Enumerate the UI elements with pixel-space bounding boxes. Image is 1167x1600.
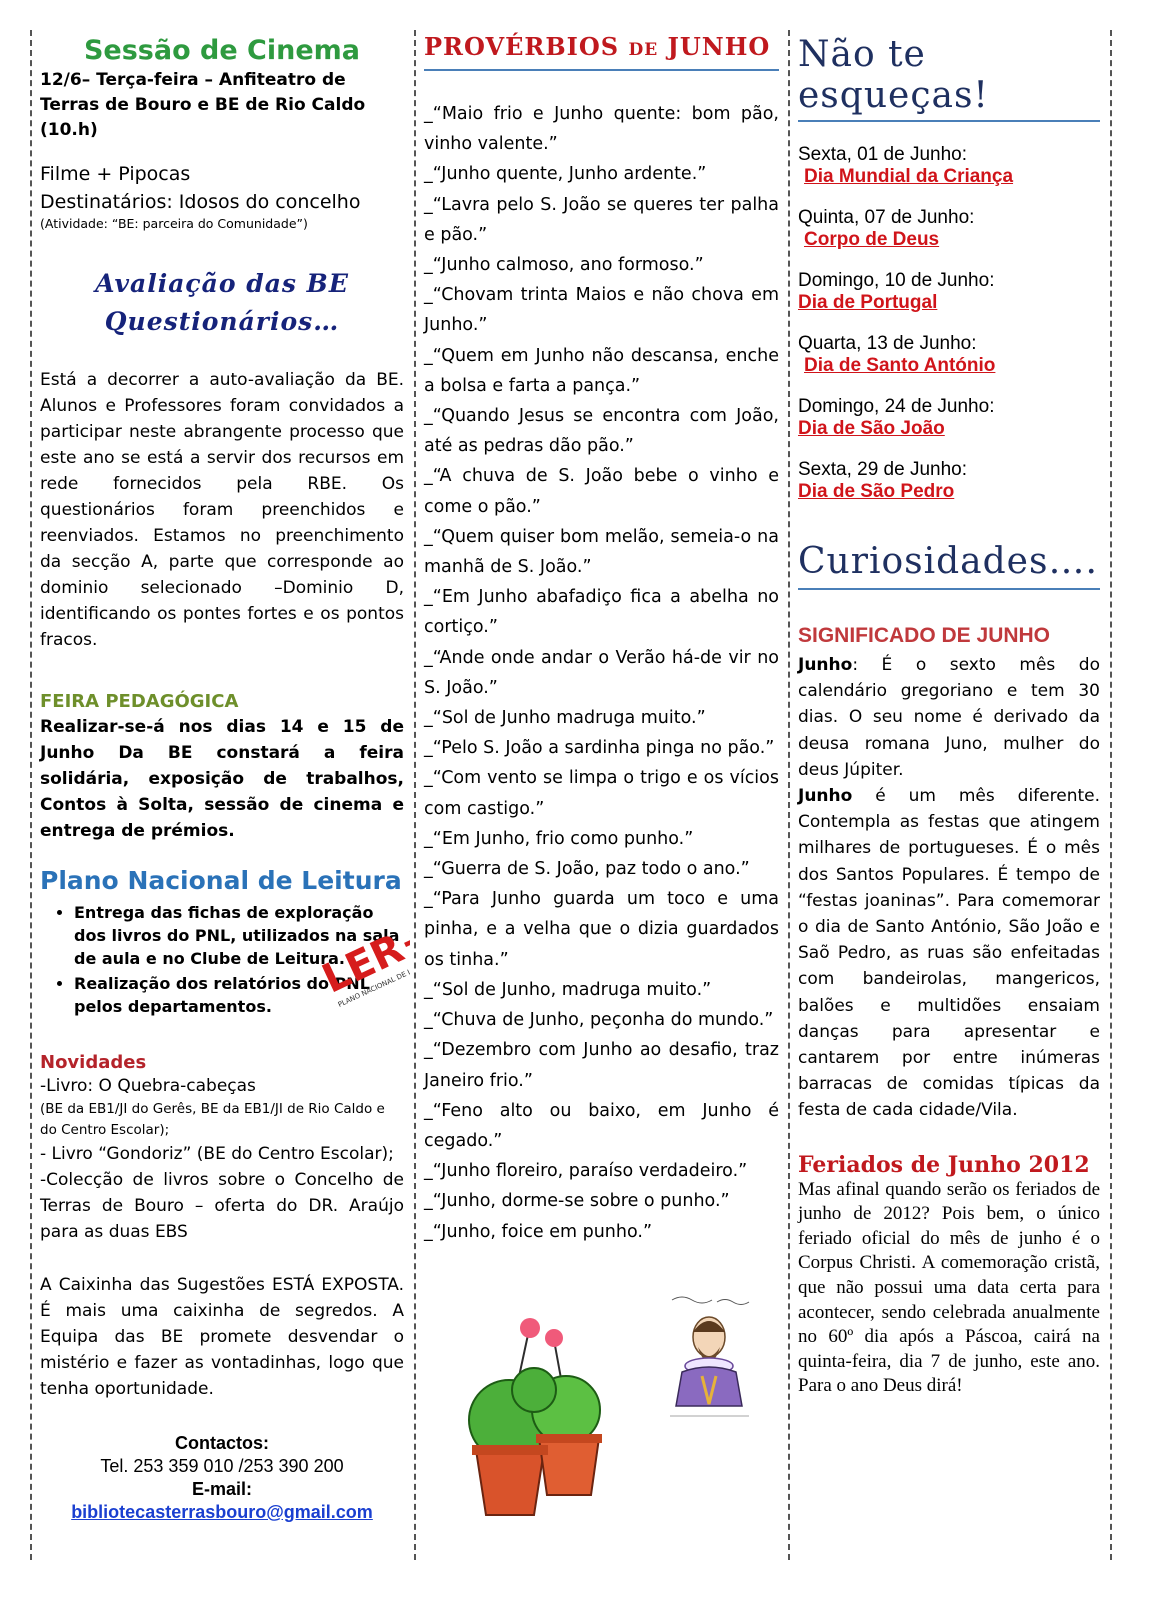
contact-phone: Tel. 253 359 010 /253 390 200 xyxy=(100,1456,344,1476)
column-divider xyxy=(414,30,416,1560)
pnl-title: Plano Nacional de Leitura xyxy=(40,866,402,895)
proverbios-title-word1: PROVÉRBIOS xyxy=(424,32,620,61)
proverb-item: _“Em Junho abafadiço fica a abelha no cortiço.” xyxy=(424,587,779,638)
nao-te-esquecas-title: Não te esqueças! xyxy=(798,34,1100,122)
proverb-item: _“Junho calmoso, ano formoso.” xyxy=(424,255,704,276)
significado-title: SIGNIFICADO DE JUNHO xyxy=(798,624,1051,647)
event-item xyxy=(798,207,1100,251)
flower-pot-illustration xyxy=(454,1310,624,1520)
proverb-item: _“Pelo S. João a sardinha pinga no pão.” xyxy=(424,738,775,759)
event-link[interactable]: Dia de Portugal xyxy=(798,292,938,313)
proverb-item: _“Sol de Junho madruga muito.” xyxy=(424,708,706,729)
proverb-item: _“Com vento se limpa o trigo e os vícios com castigo.” xyxy=(424,768,779,819)
proverbs-list xyxy=(424,99,779,1247)
proverb-item: _“A chuva de S. João bebe o vinho e come o pão.” xyxy=(424,466,779,517)
event-link[interactable]: Dia de Santo António xyxy=(804,355,996,376)
significado-text2: é um mês diferente. Contempla as festas que atingem milhares de portugueses. É o mês dos Santos Populares. É tempo de “festas joaninas”. Para comemorar o dia de Santo António, São João e Saõ Pedro, as ruas são enfeitadas com bandeirolas, mangericos, balões e multidões ensaiam danças para apresentar e cantarem por entre inúmeras barracas de comidas típicas da festa de cada cidade/Vila. xyxy=(798,786,1100,1121)
ler-logo-subtitle: PLANO NACIONAL DE LEITURA xyxy=(336,956,410,1009)
event-link[interactable]: Dia de São Pedro xyxy=(798,481,955,502)
column-divider xyxy=(1110,30,1112,1560)
proverb-item: _“Quem em Junho não descansa, enche a bolsa e farta a pança.” xyxy=(424,345,779,396)
significado-text1: : É o sexto mês do calendário gregoriano e tem 30 dias. O seu nome é derivado da deusa romana Juno, mulher do deus Júpiter. xyxy=(798,655,1100,780)
contact-email-link[interactable]: bibliotecasterrasbouro@gmail.com xyxy=(71,1502,373,1522)
proverb-item: _“Quem quiser bom melão, semeia-o na manhã de S. João.” xyxy=(424,526,779,578)
proverbios-title xyxy=(424,32,779,71)
event-item xyxy=(798,144,1100,188)
significado-paragraph1 xyxy=(798,652,1100,783)
novidades-line4: -Colecção de livros sobre o Concelho de Terras de Bouro – oferta do DR. Araújo para as duas EBS xyxy=(40,1170,404,1242)
feriados-title: Feriados de Junho 2012 xyxy=(798,1151,1090,1178)
event-day: Quinta, 07 de Junho: xyxy=(798,207,975,228)
novidades-line1: -Livro: O Quebra-cabeças xyxy=(40,1076,256,1096)
curiosidades-title: Curiosidades…. xyxy=(798,541,1100,590)
significado-paragraph2 xyxy=(798,783,1100,1124)
novidades-title: Novidades xyxy=(40,1052,147,1073)
contact-email-label: E-mail: xyxy=(191,1479,252,1499)
right-column xyxy=(798,30,1100,1399)
contacts-block xyxy=(40,1432,404,1524)
proverbios-title-word2: DE xyxy=(628,40,659,60)
event-day: Quarta, 13 de Junho: xyxy=(798,333,977,354)
event-day: Sexta, 01 de Junho: xyxy=(798,144,968,165)
proverb-item: _“Junho quente, Junho ardente.” xyxy=(424,164,707,185)
pnl-list xyxy=(40,901,404,1018)
event-day: Domingo, 24 de Junho: xyxy=(798,396,995,417)
proverb-item: _“Chuva de Junho, peçonha do mundo.” xyxy=(424,1010,774,1031)
significado-bold-word: Junho xyxy=(798,655,853,675)
list-item: • Entrega das fichas de exploração dos livros do PNL, utilizados na sala de aula e no Clube de Leitura. xyxy=(74,901,404,970)
middle-column xyxy=(424,30,779,1247)
event-item xyxy=(798,333,1100,377)
event-item xyxy=(798,270,1100,314)
avaliacao-text: Está a decorrer a auto-avaliação da BE. Alunos e Professores foram convidados a participar neste abrangente processo que este ano se está a servir dos recursos em rede fornecidos pela RBE. Os questionários foram preenchidos e reenviados. Estamos no preenchimento da secção A, parte que corresponde ao dominio selecionado –Dominio D, identificando os pontes fortes e os pontos fracos. xyxy=(40,370,404,650)
pnl-section xyxy=(40,901,410,1018)
ler-logo-text: LER+ xyxy=(315,931,410,1003)
significado-bold-word: Junho xyxy=(798,786,853,807)
contact-title: Contactos: xyxy=(175,1433,269,1453)
event-day: Sexta, 29 de Junho: xyxy=(798,459,968,480)
avaliacao-title-line1: Avaliação das BE xyxy=(95,269,349,298)
event-item xyxy=(798,459,1100,503)
proverbios-title-word3: JUNHO xyxy=(667,32,771,61)
cinema-title: Sessão de Cinema xyxy=(83,35,361,66)
column-divider xyxy=(30,30,32,1560)
proverb-item: _“Em Junho, frio como punho.” xyxy=(424,828,694,849)
event-day: Domingo, 10 de Junho: xyxy=(798,270,995,291)
proverb-item: _“Feno alto ou baixo, em Junho é cegado.” xyxy=(424,1100,779,1151)
proverb-item: _“Dezembro com Junho ao desafio, traz Janeiro frio.” xyxy=(424,1040,779,1091)
proverb-item: _“Sol de Junho, madruga muito.” xyxy=(424,979,712,1000)
proverb-item: _“Para Junho guarda um toco e uma pinha, e a velha que o dizia guardados os tinha.” xyxy=(424,889,779,970)
cinema-line2: Destinatários: Idosos do concelho xyxy=(40,191,361,213)
left-column xyxy=(40,30,410,1524)
feriados-text: Mas afinal quando serão os feriados de junho de 2012? Pois bem, o único feriado oficial do mês de junho é o Corpus Christi. A comemoração cristã, que não possui uma data certa para acontecer, sendo celebrada anualmente no 60º dia após a Páscoa, cairá na quinta-feira, dia 7 de junho, este ano. Para o ano Deus dirá! xyxy=(798,1178,1100,1397)
column-divider xyxy=(788,30,790,1560)
cinema-note: (Atividade: “BE: parceira do Comunidade”) xyxy=(40,216,308,231)
proverb-item: _“Junho, foice em punho.” xyxy=(424,1221,653,1242)
feira-title: FEIRA PEDAGÓGICA xyxy=(40,691,239,712)
proverb-item: _“Ande onde andar o Verão há-de vir no S. João.” xyxy=(424,647,779,698)
event-item xyxy=(798,396,1100,440)
portrait-illustration xyxy=(662,1292,757,1422)
proverb-item: _“Quando Jesus se encontra com João, até as pedras dão pão.” xyxy=(424,406,779,457)
proverb-item: _“Lavra pelo S. João se queres ter palha e pão.” xyxy=(424,194,779,245)
cinema-line1: Filme + Pipocas xyxy=(40,163,191,185)
avaliacao-title-line2: Questionários… xyxy=(104,307,340,336)
proverb-item: _“Guerra de S. João, paz todo o ano.” xyxy=(424,859,750,880)
events-list xyxy=(798,144,1100,503)
novidades-line3: - Livro “Gondoriz” (BE do Centro Escolar); xyxy=(40,1144,394,1164)
novidades-line2: (BE da EB1/JI do Gerês, BE da EB1/JI de Rio Caldo e do Centro Escolar); xyxy=(40,1101,385,1138)
event-link[interactable]: Dia de São João xyxy=(798,418,945,439)
proverb-item: _“Maio frio e Junho quente: bom pão, vinho valente.” xyxy=(424,104,779,155)
cinema-date: 12/6– Terça-feira – Anfiteatro de Terras de Bouro e BE de Rio Caldo (10.h) xyxy=(40,70,366,140)
proverb-item: _“Junho, dorme-se sobre o punho.” xyxy=(424,1191,730,1212)
caixinha-text: A Caixinha das Sugestões ESTÁ EXPOSTA. É mais uma caixinha de segredos. A Equipa das BE promete desvendar o mistério e fazer as vontadinhas, logo que tenha oportunidade. xyxy=(40,1275,404,1399)
proverb-item: _“Junho floreiro, paraíso verdadeiro.” xyxy=(424,1161,748,1182)
feira-text: Realizar-se-á nos dias 14 e 15 de Junho Da BE constará a feira solidária, exposição de trabalhos, Contos à Solta, sessão de cinema e entrega de prémios. xyxy=(40,717,404,841)
event-link[interactable]: Corpo de Deus xyxy=(804,229,940,250)
avaliacao-title xyxy=(40,265,404,341)
list-item: • Realização dos relatórios do PNL pelos departamentos. xyxy=(74,972,404,1018)
event-link[interactable]: Dia Mundial da Criança xyxy=(804,166,1014,187)
proverb-item: _“Chovam trinta Maios e não chova em Junho.” xyxy=(424,285,779,336)
